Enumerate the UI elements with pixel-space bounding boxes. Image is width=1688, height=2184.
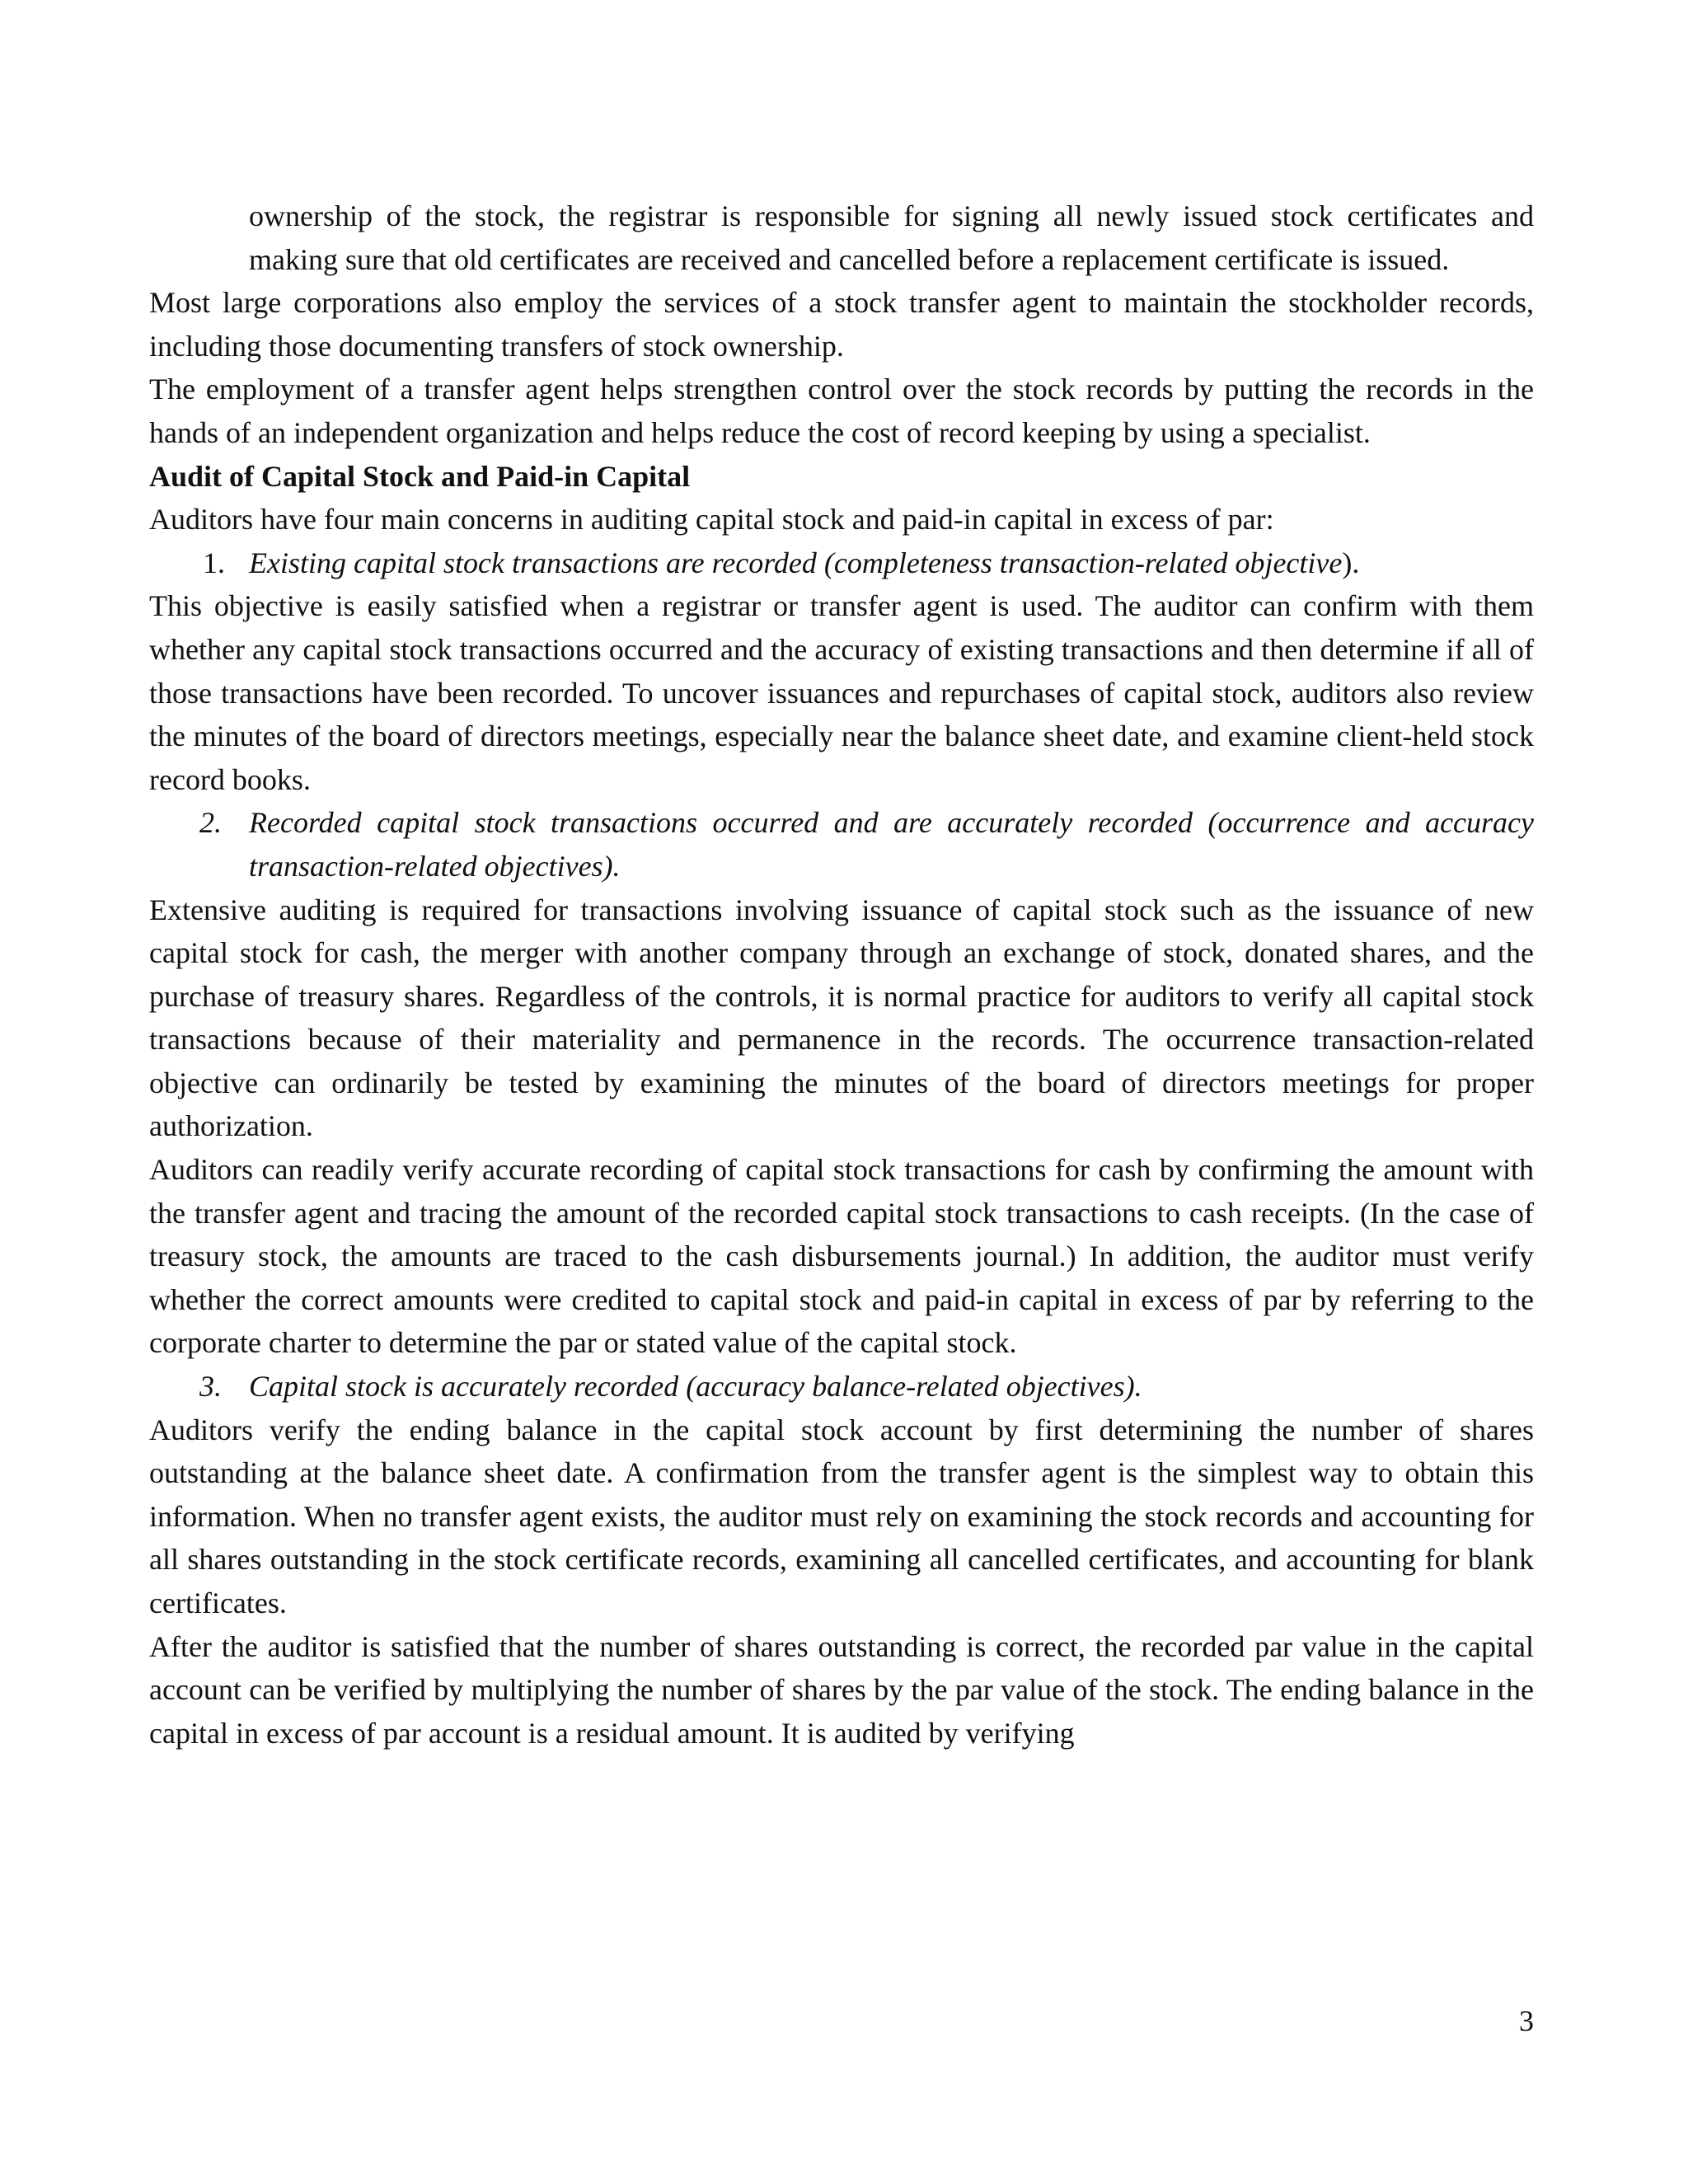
list-item-2: [149, 801, 1534, 888]
list-item-1-close: ).: [1342, 546, 1360, 579]
paragraph-item-2a: Extensive auditing is required for transactions involving issuance of capital stock such as the issuance of new capital stock for cash, the merger with another company through an exchange of stock, donated shares, and the purchase of treasury shares. Regardless of the controls, it is normal practice for auditors to verify all capital stock transactions because of their materiality and permanence in the records. The occurrence transaction-related objective can ordinarily be tested by examining the minutes of the board of directors meetings for proper authorization.: [149, 893, 1534, 1143]
list-item-2-number: 2.: [199, 806, 222, 840]
paragraph-item-3a: Auditors verify the ending balance in the capital stock account by first determining the number of shares outstanding at the balance sheet date. A confirmation from the transfer agent is the simplest way to obtain this information. When no transfer agent exists, the auditor must rely on examining the stock records and accounting for all shares outstanding in the stock certificate records, examining all cancelled certificates, and accounting for blank certificates.: [149, 1413, 1534, 1619]
list-item-1-number: 1.: [203, 546, 225, 579]
list-item-2-text: Recorded capital stock transactions occurred and are accurately recorded (occurrence and accuracy transaction-related objectives).: [249, 806, 1534, 883]
list-item-3: [149, 1365, 1534, 1408]
paragraph-transfer-agent: Most large corporations also employ the services of a stock transfer agent to maintain the stockholder records, including those documenting transfers of stock ownership.: [149, 286, 1534, 363]
page-number: 3: [1519, 2004, 1534, 2037]
list-item-1-text: [249, 541, 1534, 585]
paragraph-continuation: ownership of the stock, the registrar is responsible for signing all newly issued stock certificates and making sure that old certificates are received and cancelled before a replacement certificate is issued.: [249, 199, 1534, 276]
paragraph-item-2b: Auditors can readily verify accurate recording of capital stock transactions for cash by confirming the amount with the transfer agent and tracing the amount of the recorded capital stock transactions to cash receipts. (In the case of treasury stock, the amounts are traced to the cash disbursements journal.) In addition, the auditor must verify whether the correct amounts were credited to capital stock and paid-in capital in excess of par by referring to the corporate charter to determine the par or stated value of the capital stock.: [149, 1153, 1534, 1360]
paragraph-intro: Auditors have four main concerns in auditing capital stock and paid-in capital in excess of par:: [149, 503, 1274, 537]
paragraph-employment: The employment of a transfer agent helps strengthen control over the stock records by putting the records in the hands of an independent organization and helps reduce the cost of record keeping by using a specialist.: [149, 373, 1534, 449]
paragraph-item-3b: After the auditor is satisfied that the number of shares outstanding is correct, the recorded par value in the capital account can be verified by multiplying the number of shares by the par value of the stock. The ending balance in the capital in excess of par account is a residual amount. It is audited by verifying: [149, 1629, 1534, 1750]
list-item-1: [149, 541, 1534, 585]
paragraph-item-1: This objective is easily satisfied when a registrar or transfer agent is used. The auditor can confirm with them whether any capital stock transactions occurred and the accuracy of existing transactions and then determine if all of those transactions have been recorded. To uncover issuances and repurchases of capital stock, auditors also review the minutes of the board of directors meetings, especially near the balance sheet date, and examine client-held stock record books.: [149, 589, 1534, 796]
section-heading: Audit of Capital Stock and Paid-in Capital: [149, 459, 691, 493]
body-text: [149, 194, 1534, 1755]
list-item-3-text: Capital stock is accurately recorded (accuracy balance-related objectives).: [249, 1370, 1142, 1404]
list-item-1-italic: Existing capital stock transactions are recorded (completeness transaction-related objective: [249, 546, 1343, 579]
list-item-3-number: 3.: [199, 1370, 222, 1404]
